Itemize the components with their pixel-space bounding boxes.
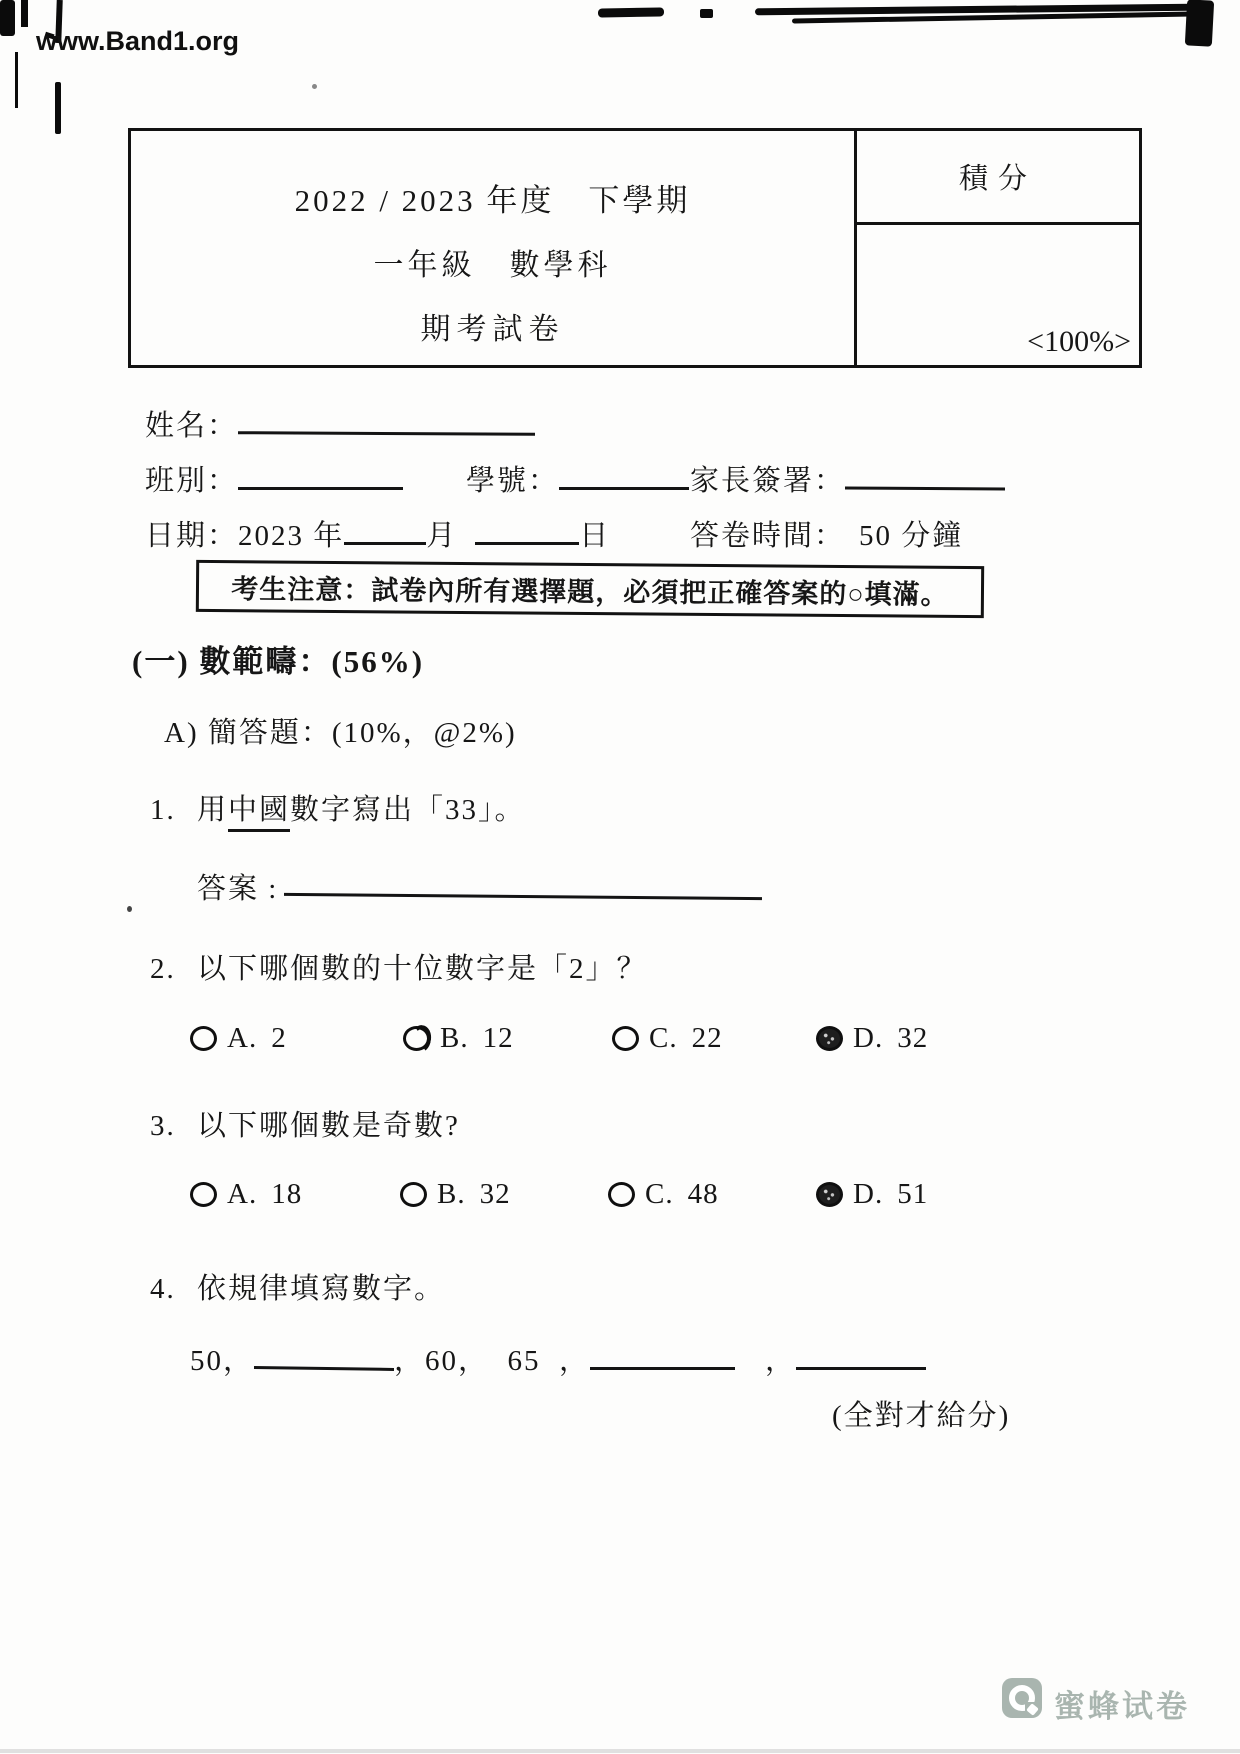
scan-artifact xyxy=(15,52,18,108)
option-value: 22 xyxy=(691,1022,723,1054)
brand-name: 蜜蜂试卷 xyxy=(1054,1689,1190,1724)
scan-artifact xyxy=(1185,0,1214,47)
exam-header-box xyxy=(128,128,1142,368)
option-value: 32 xyxy=(479,1178,511,1210)
q2-text: 以下哪個數的十位數字是「2」？ xyxy=(197,953,648,985)
q4-seq-start: 50， xyxy=(190,1345,255,1377)
name-row xyxy=(145,403,535,444)
parent-sign-label: 家長簽署： xyxy=(690,465,846,497)
option-value: 51 xyxy=(897,1178,929,1210)
q3-option-a xyxy=(190,1178,302,1211)
q1-text-suffix: 數字寫出「33」。 xyxy=(290,794,526,826)
scan-artifact xyxy=(700,9,713,18)
option-value: 32 xyxy=(897,1022,929,1054)
question-number: 1. xyxy=(150,794,176,826)
exam-title-block xyxy=(131,131,857,365)
option-value: 18 xyxy=(271,1178,303,1210)
student-no-blank xyxy=(559,487,689,490)
question-number: 3. xyxy=(150,1110,176,1142)
class-blank xyxy=(238,487,403,490)
q1-answer-blank xyxy=(284,893,762,900)
answer-bubble xyxy=(400,1182,427,1207)
q2-option-a xyxy=(190,1022,287,1055)
option-label: B. xyxy=(440,1022,469,1054)
option-label: C. xyxy=(645,1178,674,1210)
q2-option-d xyxy=(816,1022,928,1055)
q1-answer-row xyxy=(197,866,762,907)
option-label: A. xyxy=(227,1022,258,1054)
day-label: 日 xyxy=(579,520,611,552)
class-row xyxy=(145,458,403,499)
q2-option-c xyxy=(612,1022,723,1055)
answer-label: 答案 : xyxy=(197,873,279,905)
month-label: 月 xyxy=(426,520,458,552)
scan-artifact xyxy=(127,906,132,912)
q1-text-prefix: 用 xyxy=(197,794,229,826)
question-4 xyxy=(150,1266,445,1307)
question-2 xyxy=(150,946,648,987)
answer-bubble xyxy=(190,1182,217,1207)
q2-option-b xyxy=(403,1022,514,1055)
bee-logo-icon xyxy=(1002,1678,1042,1718)
q4-text: 依規律填寫數字。 xyxy=(197,1273,446,1305)
q4-note: (全對才給分) xyxy=(832,1400,1011,1432)
score-value-cell xyxy=(857,225,1139,365)
q4-sequence-row xyxy=(190,1338,926,1379)
q4-blank-2 xyxy=(590,1367,735,1370)
answer-bubble xyxy=(608,1182,635,1207)
q4-blank-3 xyxy=(796,1367,926,1370)
exam-title-type: 期考試卷 xyxy=(420,312,565,346)
scan-artifact xyxy=(598,7,664,17)
option-value: 2 xyxy=(271,1022,287,1054)
exam-title-subject: 一年級 數學科 xyxy=(373,248,612,282)
q4-seq-comma: ， xyxy=(765,1345,797,1377)
question-number: 2. xyxy=(150,953,176,985)
scan-artifact xyxy=(55,82,61,134)
question-1 xyxy=(150,787,526,832)
answer-bubble xyxy=(816,1182,843,1207)
option-label: C. xyxy=(649,1022,678,1054)
class-label: 班別： xyxy=(145,465,239,497)
score-label-cell xyxy=(857,131,1139,225)
student-no-label: 學號： xyxy=(466,465,560,497)
answer-bubble xyxy=(403,1026,430,1051)
option-label: A. xyxy=(227,1178,258,1210)
date-row xyxy=(145,513,610,554)
notice-text: 考生注意：試卷內所有選擇題，必須把正確答案的○填滿。 xyxy=(231,573,949,610)
scan-artifact xyxy=(21,0,28,27)
parent-sign-blank xyxy=(845,486,1005,490)
score-label: 積分 xyxy=(958,163,1037,195)
duration-value: 50 分鐘 xyxy=(859,520,964,552)
q3-option-c xyxy=(608,1178,719,1211)
scan-artifact xyxy=(0,1749,1240,1753)
question-number: 4. xyxy=(150,1273,176,1305)
watermark: www.Band1.org xyxy=(36,26,240,56)
duration-label: 答卷時間： xyxy=(690,520,846,552)
scan-artifact xyxy=(0,0,15,36)
notice-box xyxy=(196,560,984,618)
answer-bubble xyxy=(816,1026,843,1051)
q3-text: 以下哪個數是奇數? xyxy=(197,1110,460,1142)
option-value: 48 xyxy=(687,1178,719,1210)
answer-bubble xyxy=(190,1026,217,1051)
option-label: D. xyxy=(853,1022,884,1054)
student-no-row xyxy=(466,458,689,499)
date-label: 日期：2023 年 xyxy=(145,520,345,552)
name-label: 姓名： xyxy=(145,410,239,442)
q3-option-b xyxy=(400,1178,511,1211)
parent-sign-row xyxy=(690,458,1005,499)
score-max: <100%> xyxy=(1027,325,1131,358)
section1-heading: (一) 數範疇：(56%) xyxy=(132,644,425,679)
scan-artifact xyxy=(312,84,317,89)
option-label: D. xyxy=(853,1178,884,1210)
answer-bubble xyxy=(612,1026,639,1051)
sectionA-heading: A) 簡答題：(10%，@2%) xyxy=(164,717,517,749)
option-label: B. xyxy=(437,1178,466,1210)
option-value: 12 xyxy=(482,1022,514,1054)
q1-text-underlined: 中國 xyxy=(228,787,290,832)
name-blank xyxy=(238,431,535,436)
date-day-blank xyxy=(475,542,579,545)
q4-blank-1 xyxy=(254,1366,394,1371)
question-3 xyxy=(150,1103,460,1144)
q4-seq-mid: ，60， 65 ， xyxy=(394,1345,591,1377)
date-month-blank xyxy=(344,542,426,545)
duration-row xyxy=(690,513,963,554)
q3-option-d xyxy=(816,1178,928,1211)
exam-title-year: 2022 / 2023 年度 下學期 xyxy=(294,182,691,218)
